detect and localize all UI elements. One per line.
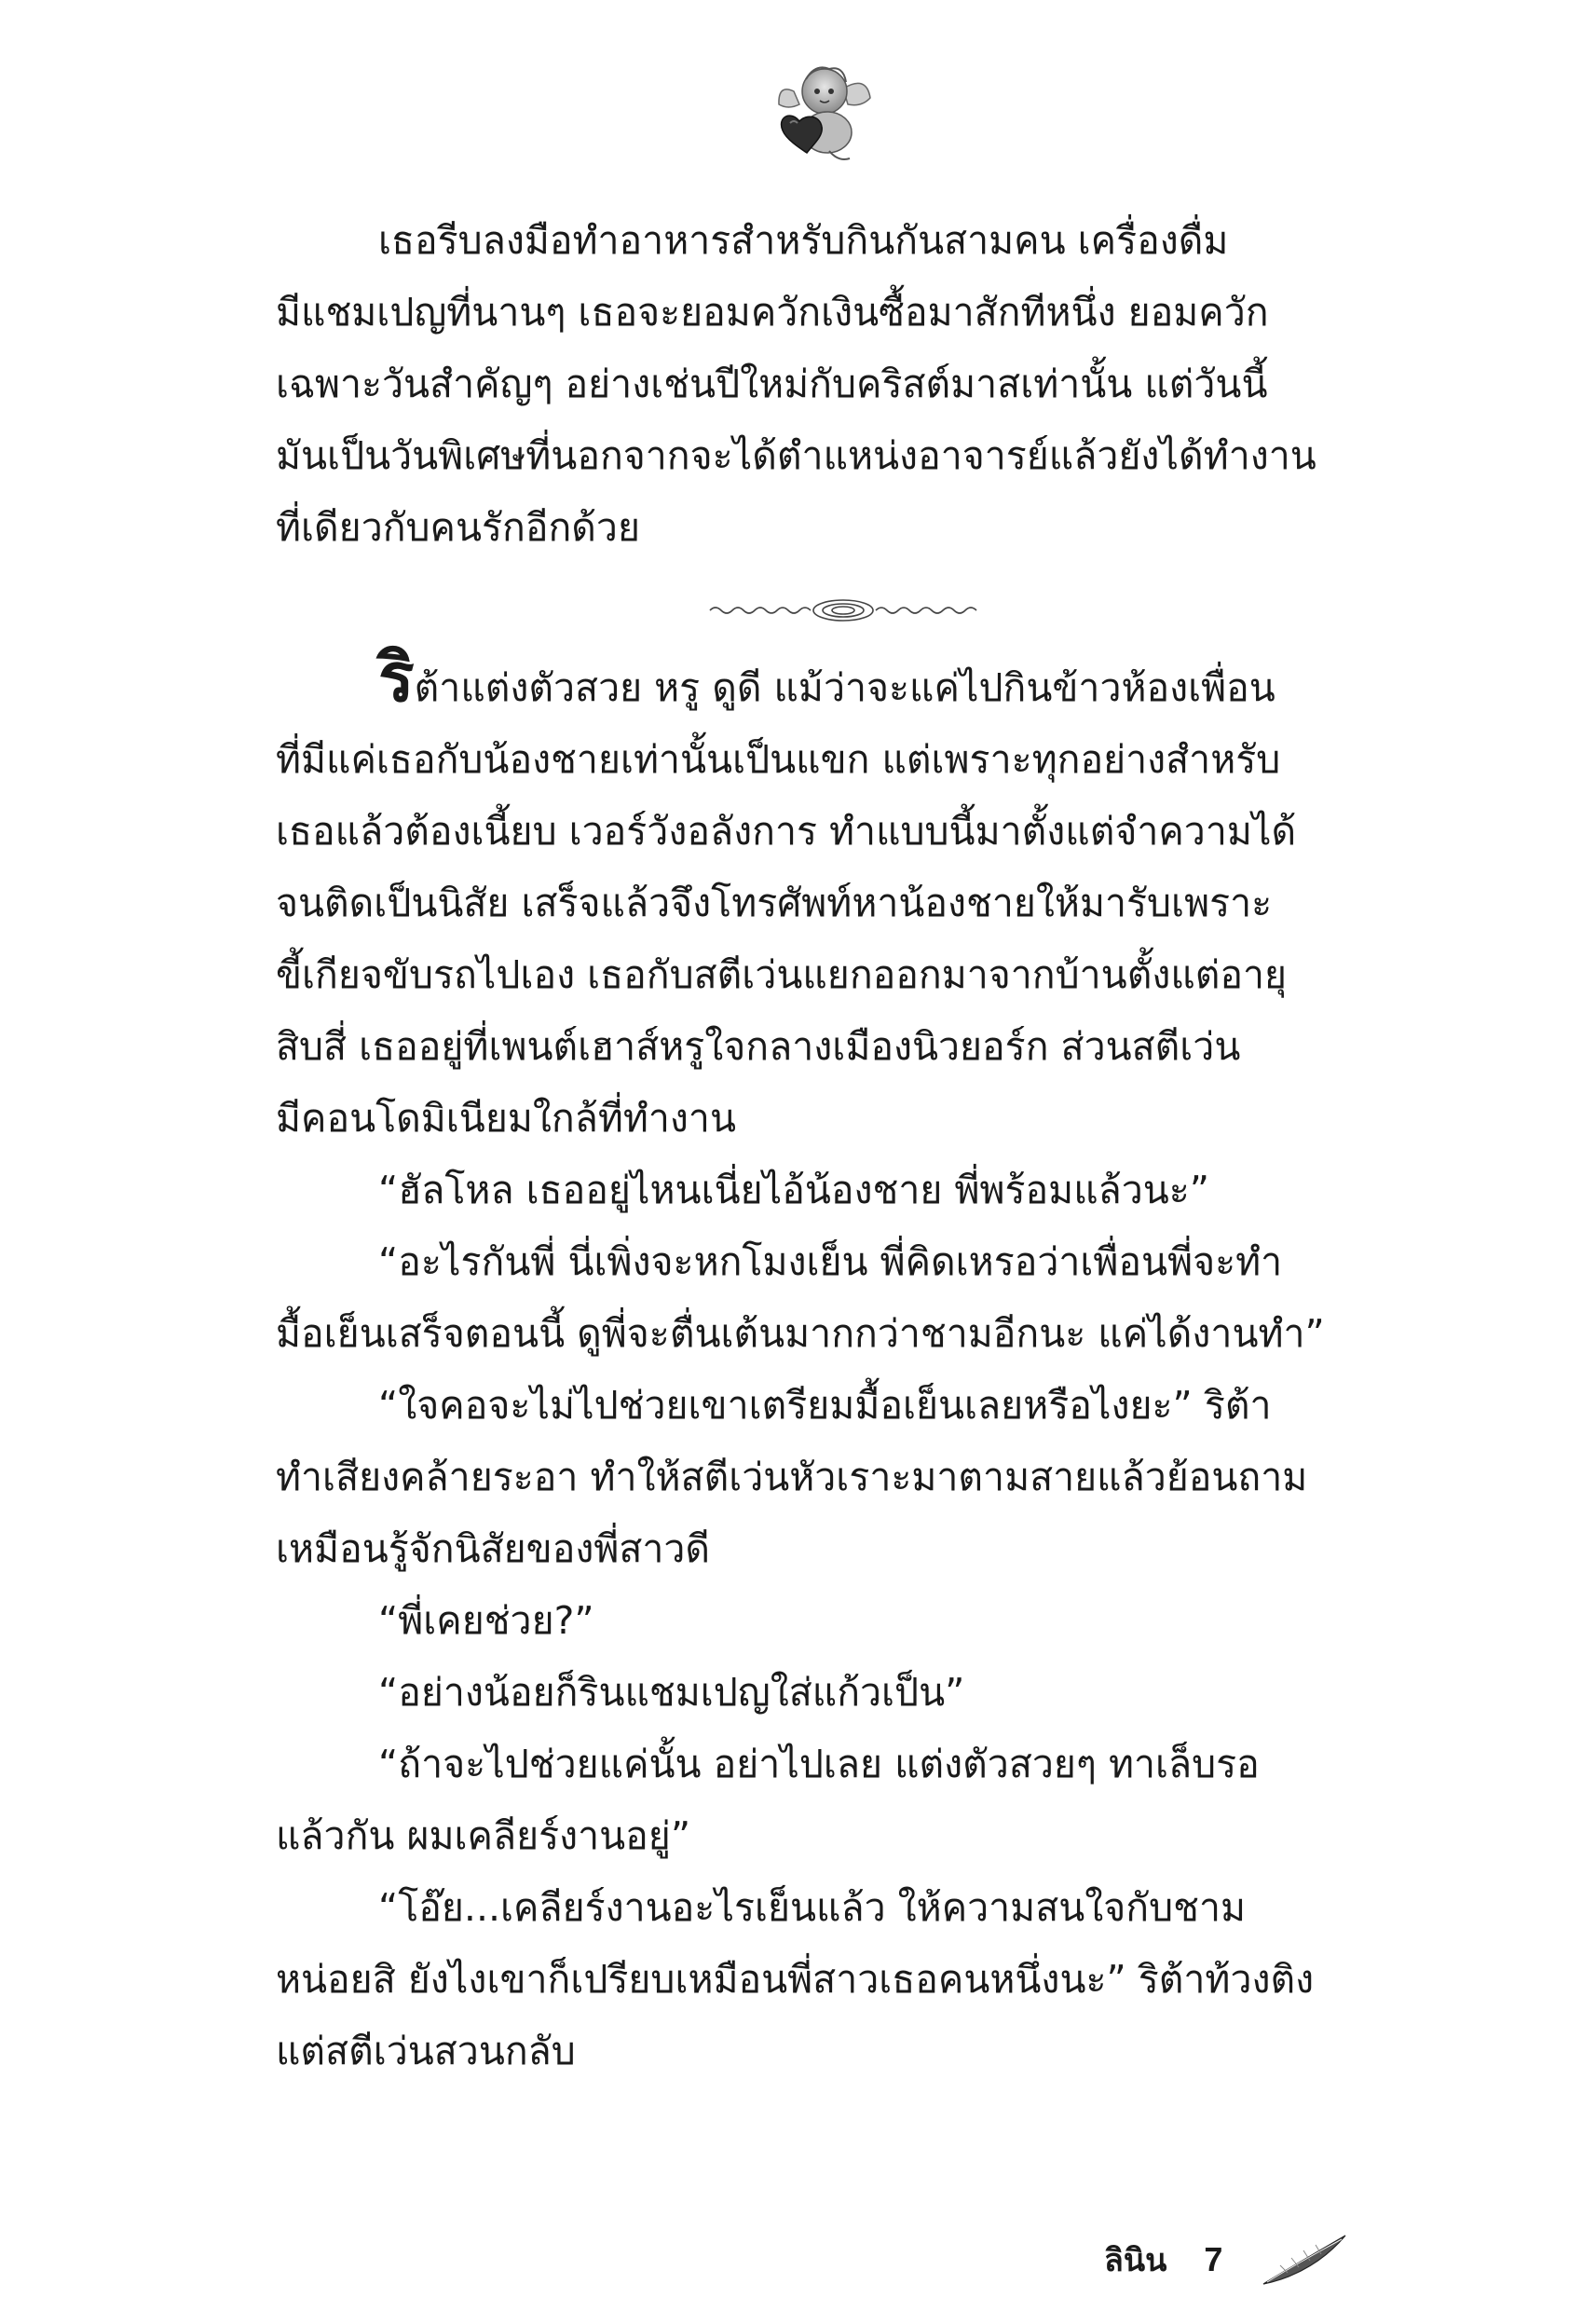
dialogue-line: “อย่างน้อยก็รินแชมเปญใส่แก้วเป็น” bbox=[378, 1670, 965, 1715]
text-line: ที่มีแค่เธอกับน้องชายเท่านั้นเป็นแขก แต่เพราะทุกอย่างสำหรับ bbox=[276, 737, 1281, 782]
text-line: มีคอนโดมิเนียมใกล้ที่ทำงาน bbox=[276, 1096, 736, 1141]
chapter-text-rita bbox=[276, 638, 1403, 2087]
feather-quill-icon bbox=[1260, 2232, 1348, 2288]
dialogue-line: เหมือนรู้จักนิสัยของพี่สาวดี bbox=[276, 1526, 711, 1571]
text-line: ต้าแต่งตัวสวย หรู ดูดี แม้ว่าจะแค่ไปกินข้าวห้องเพื่อน bbox=[414, 665, 1275, 710]
text-line: เธอรีบลงมือทำอาหารสำหรับกินกันสามคน เครื่องดื่ม bbox=[378, 218, 1229, 263]
dialogue-line: ทำเสียงคล้ายระอา ทำให้สตีเว่นหัวเราะมาตามสายแล้วย้อนถาม bbox=[276, 1455, 1308, 1499]
dialogue-line: มื้อเย็นเสร็จตอนนี้ ดูพี่จะตื่นเต้นมากกว่าชามอีกนะ แค่ได้งานทำ” bbox=[276, 1311, 1325, 1356]
drop-cap: ริ bbox=[378, 638, 415, 717]
dialogue-line: แต่สตีเว่นสวนกลับ bbox=[276, 2029, 576, 2073]
cherub-holding-heart-icon bbox=[773, 56, 876, 168]
opening-line bbox=[276, 638, 1403, 724]
text-line: ที่เดียวกับคนรักอีกด้วย bbox=[276, 505, 640, 550]
dialogue-line: “ใจคอจะไม่ไปช่วยเขาเตรียมมื้อเย็นเลยหรือไงยะ” ริต้า bbox=[378, 1383, 1272, 1428]
author-name: ลินิน bbox=[1104, 2243, 1167, 2278]
text-line: มีแชมเปญที่นานๆ เธอจะยอมควักเงินซื้อมาสักทีหนึ่ง ยอมควัก bbox=[276, 290, 1269, 335]
text-line: เธอแล้วต้องเนี้ยบ เวอร์วังอลังการ ทำแบบนี้มาตั้งแต่จำความได้ bbox=[276, 809, 1297, 854]
text-line: มันเป็นวันพิเศษที่นอกจากจะได้ตำแหน่งอาจารย์แล้วยังได้ทำงาน bbox=[276, 433, 1316, 478]
text-line: เฉพาะวันสำคัญๆ อย่างเช่นปีใหม่กับคริสต์มาสเท่านั้น แต่วันนี้ bbox=[276, 362, 1268, 406]
dialogue-line: หน่อยสิ ยังไงเขาก็เปรียบเหมือนพี่สาวเธอคนหนึ่งนะ” ริต้าท้วงติง bbox=[276, 1957, 1315, 2002]
ornamental-divider-icon bbox=[708, 596, 978, 624]
dialogue-line: “โอ๊ย...เคลียร์งานอะไรเย็นแล้ว ให้ความสนใจกับชาม bbox=[378, 1885, 1247, 1930]
dialogue-line: “อะไรกันพี่ นี่เพิ่งจะหกโมงเย็น พี่คิดเหรอว่าเพื่อนพี่จะทำ bbox=[378, 1239, 1283, 1284]
page-number: 7 bbox=[1204, 2240, 1223, 2278]
dialogue-line: “ฮัลโหล เธออยู่ไหนเนี่ยไอ้น้องชาย พี่พร้อมแล้วนะ” bbox=[378, 1168, 1210, 1212]
page-footer bbox=[1104, 2232, 1348, 2288]
text-line: จนติดเป็นนิสัย เสร็จแล้วจึงโทรศัพท์หาน้องชายให้มารับเพราะ bbox=[276, 881, 1273, 925]
dialogue-line: “ถ้าจะไปช่วยแค่นั้น อย่าไปเลย แต่งตัวสวยๆ ทาเล็บรอ bbox=[378, 1742, 1260, 1786]
dialogue-line: “พี่เคยช่วย?” bbox=[378, 1598, 594, 1643]
paragraph-cooking-dinner bbox=[276, 205, 1403, 564]
dialogue-line: แล้วกัน ผมเคลียร์งานอยู่” bbox=[276, 1813, 691, 1858]
text-line: ขี้เกียจขับรถไปเอง เธอกับสตีเว่นแยกออกมาจากบ้านตั้งแต่อายุ bbox=[276, 952, 1288, 997]
text-line: สิบสี่ เธออยู่ที่เพนต์เฮาส์หรูใจกลางเมืองนิวยอร์ก ส่วนสตีเว่น bbox=[276, 1024, 1241, 1069]
